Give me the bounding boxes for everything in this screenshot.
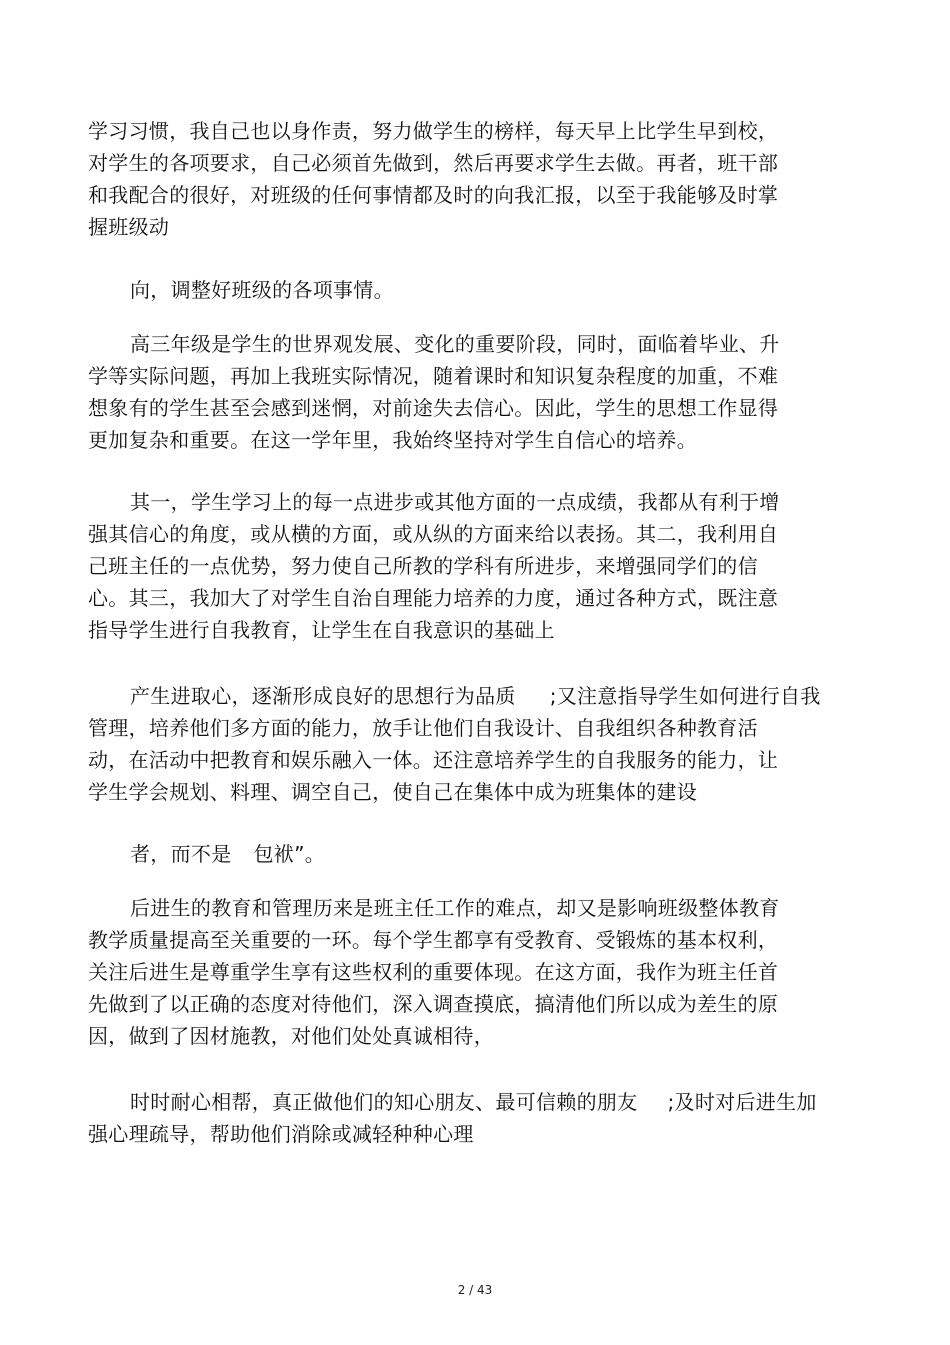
- text-segment: 者，而不是: [130, 842, 232, 866]
- paragraph-5: [88, 680, 821, 808]
- text-line: 更加复杂和重要。在这一学年里，我始终坚持对学生自信心的培养。: [88, 428, 697, 452]
- text-segment: 时时耐心相帮，真正做他们的知心朋友、最可信赖的朋友: [130, 1090, 638, 1114]
- text-line: 指导学生进行自我教育，让学生在自我意识的基础上: [88, 618, 555, 642]
- text-line: 因，做到了因材施教，对他们处处真诚相待，: [88, 1024, 494, 1048]
- text-line: 其一，学生学习上的每一点进步或其他方面的一点成绩，我都从有利于增: [130, 490, 780, 514]
- text-line: 动，在活动中把教育和娱乐融入一体。还注意培养学生的自我服务的能力，让: [88, 748, 779, 772]
- text-line: 教学质量提高至关重要的一环。每个学生都享有受教育、受锻炼的基本权利，: [88, 928, 779, 952]
- paragraph-6: [88, 838, 325, 870]
- text-line: 对学生的各项要求，自己必须首先做到，然后再要求学生去做。再者，班干部: [88, 151, 779, 175]
- text-segment: 包袱”。: [253, 842, 326, 866]
- text-line: 学等实际问题，再加上我班实际情况，随着课时和知识复杂程度的加重，不难: [88, 364, 779, 388]
- text-line: 想象有的学生甚至会感到迷惘，对前途失去信心。因此，学生的思想工作显得: [88, 396, 779, 420]
- text-line: [88, 838, 325, 870]
- text-line: 管理，培养他们多方面的能力，放手让他们自我设计、自我组织各种教育活: [88, 716, 758, 740]
- text-line: [88, 1086, 817, 1118]
- page-number: 2 / 43: [457, 1283, 493, 1297]
- text-line: 后进生的教育和管理历来是班主任工作的难点，却又是影响班级整体教育: [130, 896, 780, 920]
- paragraph-2: [88, 274, 394, 306]
- text-line: 握班级动: [88, 215, 170, 239]
- text-line: 关注后进生是尊重学生享有这些权利的重要体现。在这方面，我作为班主任首: [88, 960, 779, 984]
- text-line: 心。其三，我加大了对学生自治自理能力培养的力度，通过各种方式，既注意: [88, 586, 779, 610]
- text-line: 向，调整好班级的各项事情。: [130, 278, 394, 302]
- paragraph-7: [88, 892, 780, 1052]
- text-line: 和我配合的很好，对班级的任何事情都及时的向我汇报，以至于我能够及时掌: [88, 183, 779, 207]
- text-line: 己班主任的一点优势，努力使自己所教的学科有所进步，来增强同学们的信: [88, 554, 758, 578]
- text-line: 高三年级是学生的世界观发展、变化的重要阶段，同时，面临着毕业、升: [130, 332, 780, 356]
- paragraph-8: [88, 1086, 817, 1150]
- text-segment: ;及时对后进生加: [667, 1090, 817, 1114]
- text-line: [88, 680, 821, 712]
- paragraph-4: [88, 486, 780, 646]
- paragraph-3: [88, 328, 780, 456]
- text-segment: 产生进取心，逐渐形成良好的思想行为品质: [130, 684, 516, 708]
- text-line: 强其信心的角度，或从横的方面，或从纵的方面来给以表扬。其二，我利用自: [88, 522, 779, 546]
- text-line: 学生学会规划、料理、调空自己，使自己在集体中成为班集体的建设: [88, 780, 697, 804]
- text-line: 先做到了以正确的态度对待他们，深入调查摸底，搞清他们所以成为差生的原: [88, 992, 779, 1016]
- text-line: 强心理疏导，帮助他们消除或减轻种种心理: [88, 1122, 474, 1146]
- text-line: 学习习惯，我自己也以身作责，努力做学生的榜样，每天早上比学生早到校，: [88, 119, 779, 143]
- text-segment: ;又注意指导学生如何进行自我: [549, 684, 821, 708]
- paragraph-1: [88, 115, 778, 243]
